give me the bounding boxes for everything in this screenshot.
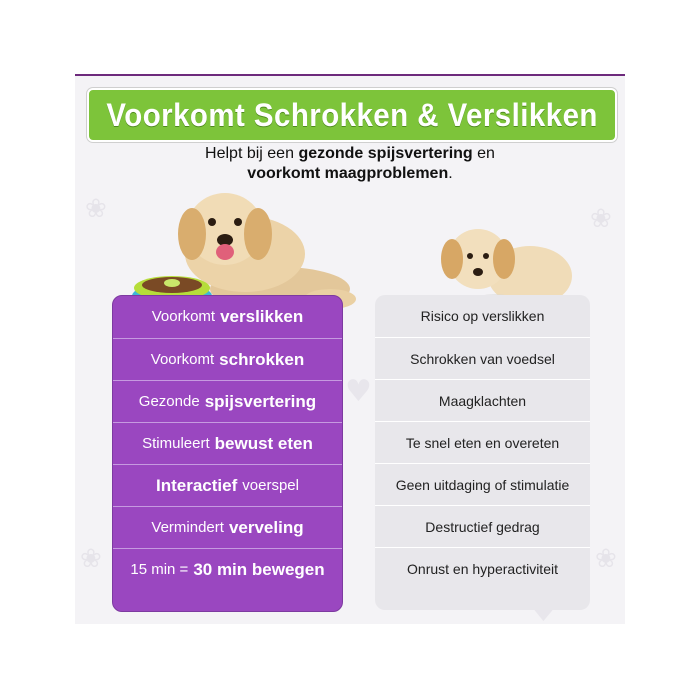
problem-row: Maagklachten (375, 379, 590, 421)
headline-title: Voorkomt Schrokken & Verslikken (106, 96, 598, 133)
paw-print-icon: ❀ (85, 194, 107, 224)
benefit-text: Voorkomt (150, 351, 215, 368)
benefit-bold: spijsvertering (204, 391, 317, 411)
subtitle-text: en (477, 145, 495, 162)
subtitle (75, 144, 625, 184)
benefit-row (113, 548, 342, 590)
problem-row: Geen uitdaging of stimulatie (375, 463, 590, 505)
benefit-text: 15 min = (130, 561, 189, 578)
subtitle-text: Helpt bij een (205, 145, 294, 162)
benefit-bold: 30 min bewegen (193, 559, 325, 579)
problem-row: Risico op verslikken (420, 307, 545, 324)
benefit-bold: verslikken (220, 306, 304, 326)
benefit-bold: verveling (228, 517, 304, 537)
paw-print-icon: ❀ (595, 544, 617, 574)
benefit-text: voerspel (242, 477, 299, 494)
benefit-text: Stimuleert (142, 435, 210, 452)
top-divider (75, 74, 625, 76)
paw-print-icon: ❀ (80, 544, 102, 574)
problem-row: Destructief gedrag (375, 505, 590, 547)
benefit-row (113, 464, 342, 506)
benefit-row (113, 422, 342, 464)
benefit-row (113, 380, 342, 422)
product-infographic (75, 74, 625, 624)
benefit-row (113, 296, 342, 337)
benefits-column (112, 295, 343, 612)
benefit-text: Gezonde (138, 393, 200, 410)
heart-icon: ♥ (345, 374, 372, 409)
benefit-bold: bewust eten (214, 433, 313, 453)
problem-row: Schrokken van voedsel (375, 337, 590, 379)
subtitle-bold: voorkomt maagproblemen (247, 165, 449, 182)
problems-column (375, 295, 590, 610)
benefit-row (113, 506, 342, 548)
problem-row: Te snel eten en overeten (375, 421, 590, 463)
paw-print-icon: ❀ (590, 204, 612, 234)
headline-banner (87, 88, 617, 142)
subtitle-text: . (448, 165, 453, 182)
benefit-bold: schrokken (219, 349, 305, 369)
benefit-text: Vermindert (151, 519, 224, 536)
benefit-row (113, 338, 342, 380)
subtitle-bold: gezonde spijsvertering (298, 145, 473, 162)
benefit-text: Voorkomt (151, 308, 216, 325)
problem-row: Onrust en hyperactiviteit (375, 547, 590, 589)
benefit-bold: Interactief (156, 475, 238, 495)
